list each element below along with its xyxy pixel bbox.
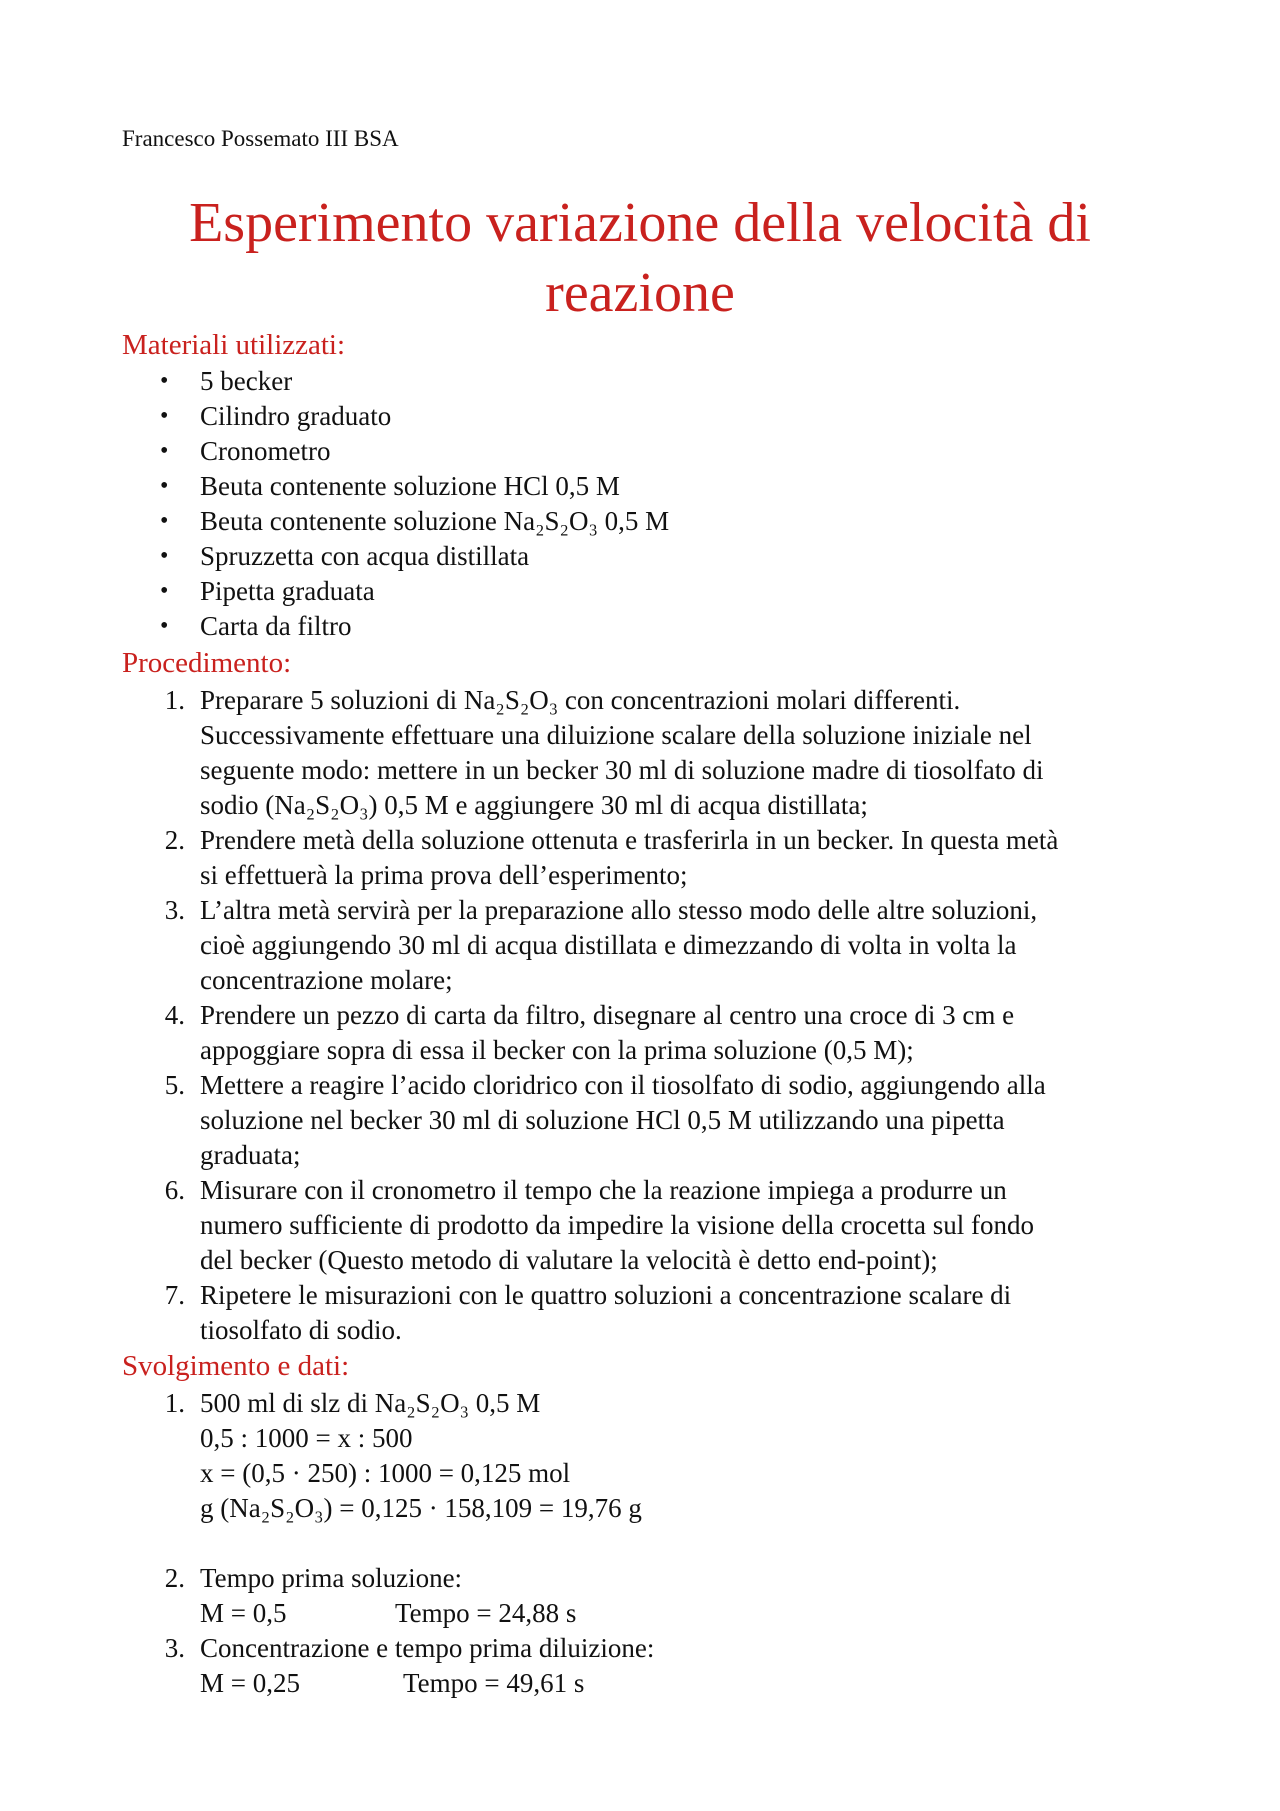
data-text: x = (0,5 · 250) : 1000 = 0,125 mol xyxy=(200,1458,571,1488)
step-text: del becker (Questo metodo di valutare la velocità è detto end-point); xyxy=(200,1245,938,1275)
material-item: Cilindro graduato xyxy=(200,401,392,431)
step-text: soluzione nel becker 30 ml di soluzione HCl 0,5 M utilizzando una pipetta xyxy=(200,1105,1005,1135)
step-text: Successivamente effettuare una diluizione scalare della soluzione iniziale nel xyxy=(200,720,1032,750)
bullet-marker: • xyxy=(160,578,169,604)
data-heading: Svolgimento e dati: xyxy=(122,1350,350,1382)
step-text: si effettuerà la prima prova dell’esperimento; xyxy=(200,860,688,890)
step-text: graduata; xyxy=(200,1140,301,1170)
step-number: 2. xyxy=(164,825,185,855)
step-number: 4. xyxy=(164,1000,185,1030)
step-text: appoggiare sopra di essa il becker con la prima soluzione (0,5 M); xyxy=(200,1035,914,1065)
page-title xyxy=(100,188,1180,328)
bullet-marker: • xyxy=(160,438,169,464)
measurement-row xyxy=(200,1666,584,1700)
procedure-heading: Procedimento: xyxy=(122,647,292,679)
data-item-number: 2. xyxy=(164,1563,185,1593)
step-number: 3. xyxy=(164,895,185,925)
material-item: Spruzzetta con acqua distillata xyxy=(200,541,530,571)
bullet-marker: • xyxy=(160,613,169,639)
material-item: 5 becker xyxy=(200,366,293,396)
material-item: Carta da filtro xyxy=(200,611,352,641)
step-text: seguente modo: mettere in un becker 30 ml di soluzione madre di tiosolfato di xyxy=(200,755,1044,785)
data-text: Tempo prima soluzione: xyxy=(200,1563,463,1593)
step-number: 6. xyxy=(164,1175,185,1205)
bullet-marker: • xyxy=(160,543,169,569)
measurement-row xyxy=(200,1596,576,1630)
step-text: Ripetere le misurazioni con le quattro soluzioni a concentrazione scalare di xyxy=(200,1280,1012,1310)
data-text: Concentrazione e tempo prima diluizione: xyxy=(200,1633,655,1663)
step-text: concentrazione molare; xyxy=(200,965,453,995)
step-number: 1. xyxy=(164,685,185,715)
bullet-marker: • xyxy=(160,403,169,429)
step-text: Preparare 5 soluzioni di Na₂S₂O₃ con concentrazioni molari differenti. xyxy=(200,685,961,715)
step-text: Misurare con il cronometro il tempo che la reazione impiega a produrre un xyxy=(200,1175,1007,1205)
data-text: 0,5 : 1000 = x : 500 xyxy=(200,1423,413,1453)
bullet-marker: • xyxy=(160,368,169,394)
step-text: Prendere metà della soluzione ottenuta e trasferirla in un becker. In questa metà xyxy=(200,825,1059,855)
material-item: Pipetta graduata xyxy=(200,576,375,606)
time-value: Tempo = 49,61 s xyxy=(403,1668,585,1698)
time-value: Tempo = 24,88 s xyxy=(395,1598,577,1628)
step-text: numero sufficiente di prodotto da impedire la visione della crocetta sul fondo xyxy=(200,1210,1035,1240)
step-text: Mettere a reagire l’acido cloridrico con il tiosolfato di sodio, aggiungendo alla xyxy=(200,1070,1046,1100)
step-number: 5. xyxy=(164,1070,185,1100)
step-text: sodio (Na₂S₂O₃) 0,5 M e aggiungere 30 ml di acqua distillata; xyxy=(200,790,868,820)
title-line-2: reazione xyxy=(545,262,735,324)
bullet-marker: • xyxy=(160,473,169,499)
bullet-marker: • xyxy=(160,508,169,534)
author-line: Francesco Possemato III BSA xyxy=(122,126,399,151)
materials-heading: Materiali utilizzati: xyxy=(122,329,346,361)
step-text: tiosolfato di sodio. xyxy=(200,1315,402,1345)
data-text: 500 ml di slz di Na₂S₂O₃ 0,5 M xyxy=(200,1388,541,1418)
step-text: Prendere un pezzo di carta da filtro, disegnare al centro una croce di 3 cm e xyxy=(200,1000,1015,1030)
data-item-number: 3. xyxy=(164,1633,185,1663)
data-item-number: 1. xyxy=(164,1388,185,1418)
material-item: Beuta contenente soluzione Na₂S₂O₃ 0,5 M xyxy=(200,506,670,536)
material-item: Beuta contenente soluzione HCl 0,5 M xyxy=(200,471,620,501)
step-number: 7. xyxy=(164,1280,185,1310)
molarity-value: M = 0,5 xyxy=(200,1598,287,1628)
molarity-value: M = 0,25 xyxy=(200,1668,300,1698)
step-text: cioè aggiungendo 30 ml di acqua distillata e dimezzando di volta in volta la xyxy=(200,930,1017,960)
material-item: Cronometro xyxy=(200,436,331,466)
data-text: g (Na₂S₂O₃) = 0,125 · 158,109 = 19,76 g xyxy=(200,1493,642,1523)
step-text: L’altra metà servirà per la preparazione allo stesso modo delle altre soluzioni, xyxy=(200,895,1038,925)
title-line-1: Esperimento variazione della velocità di xyxy=(189,192,1091,254)
